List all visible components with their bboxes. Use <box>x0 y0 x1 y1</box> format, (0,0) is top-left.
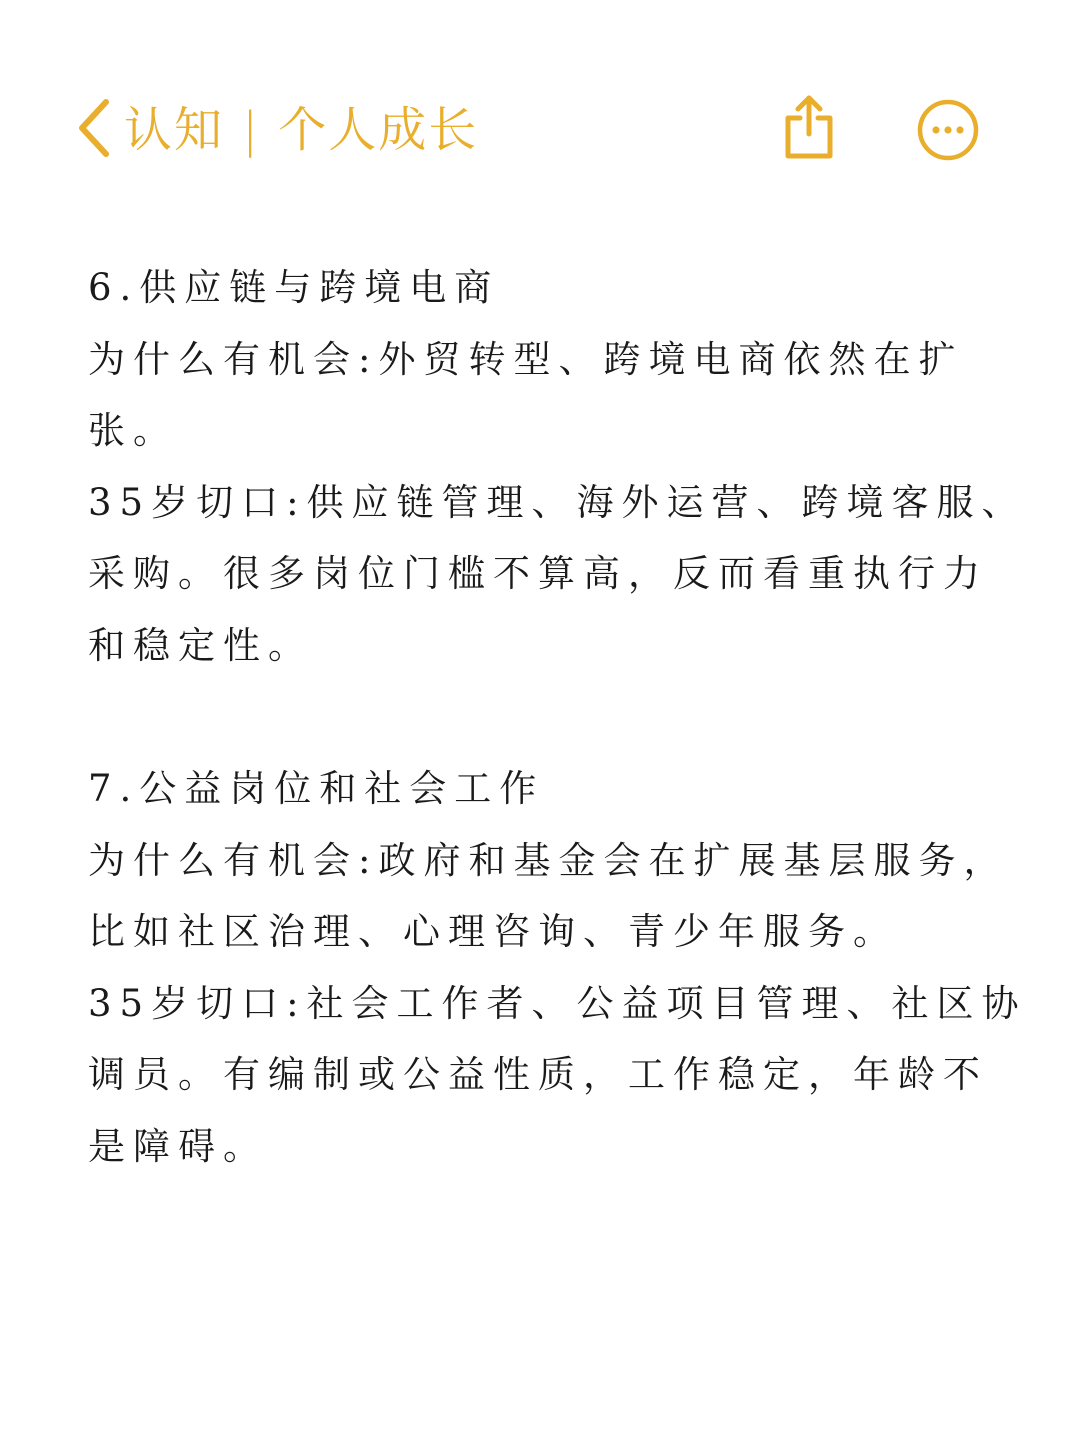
section-heading: 7.公益岗位和社会工作 <box>88 767 545 810</box>
section-heading: 6.供应链与跨境电商 <box>88 266 500 309</box>
section-public-welfare <box>88 753 1027 1182</box>
paragraph-line: 调员。有编制或公益性质，工作稳定，年龄不 <box>88 1053 988 1096</box>
navigation-bar <box>0 78 1080 182</box>
paragraph-line: 是障碍。 <box>88 1124 268 1168</box>
breadcrumb-folder: 认知 <box>124 102 225 158</box>
chevron-left-icon <box>72 96 116 160</box>
note-body[interactable] <box>88 252 1027 1254</box>
ellipsis-circle-icon <box>916 98 980 162</box>
breadcrumb-separator: | <box>242 102 261 158</box>
paragraph-line: 为什么有机会:政府和基金会在扩展基层服务， <box>88 838 1009 882</box>
paragraph-line: 35岁切口:供应链管理、海外运营、跨境客服、 <box>88 480 1027 524</box>
paragraph-line: 为什么有机会:外贸转型、跨境电商依然在扩 <box>88 337 964 381</box>
share-button[interactable] <box>780 94 838 160</box>
section-supply-chain <box>88 252 1027 681</box>
paragraph-line: 比如社区治理、心理咨询、青少年服务。 <box>88 910 898 953</box>
breadcrumb[interactable] <box>124 100 478 160</box>
breadcrumb-subfolder: 个人成长 <box>278 102 479 158</box>
paragraph-line: 采购。很多岗位门槛不算高，反而看重执行力 <box>88 552 988 595</box>
paragraph-line: 张。 <box>88 409 178 452</box>
paragraph-line: 35岁切口:社会工作者、公益项目管理、社区协 <box>88 981 1027 1025</box>
more-button[interactable] <box>916 98 980 162</box>
back-button[interactable] <box>72 96 116 160</box>
share-icon <box>780 94 838 160</box>
paragraph-line: 和稳定性。 <box>88 623 313 667</box>
